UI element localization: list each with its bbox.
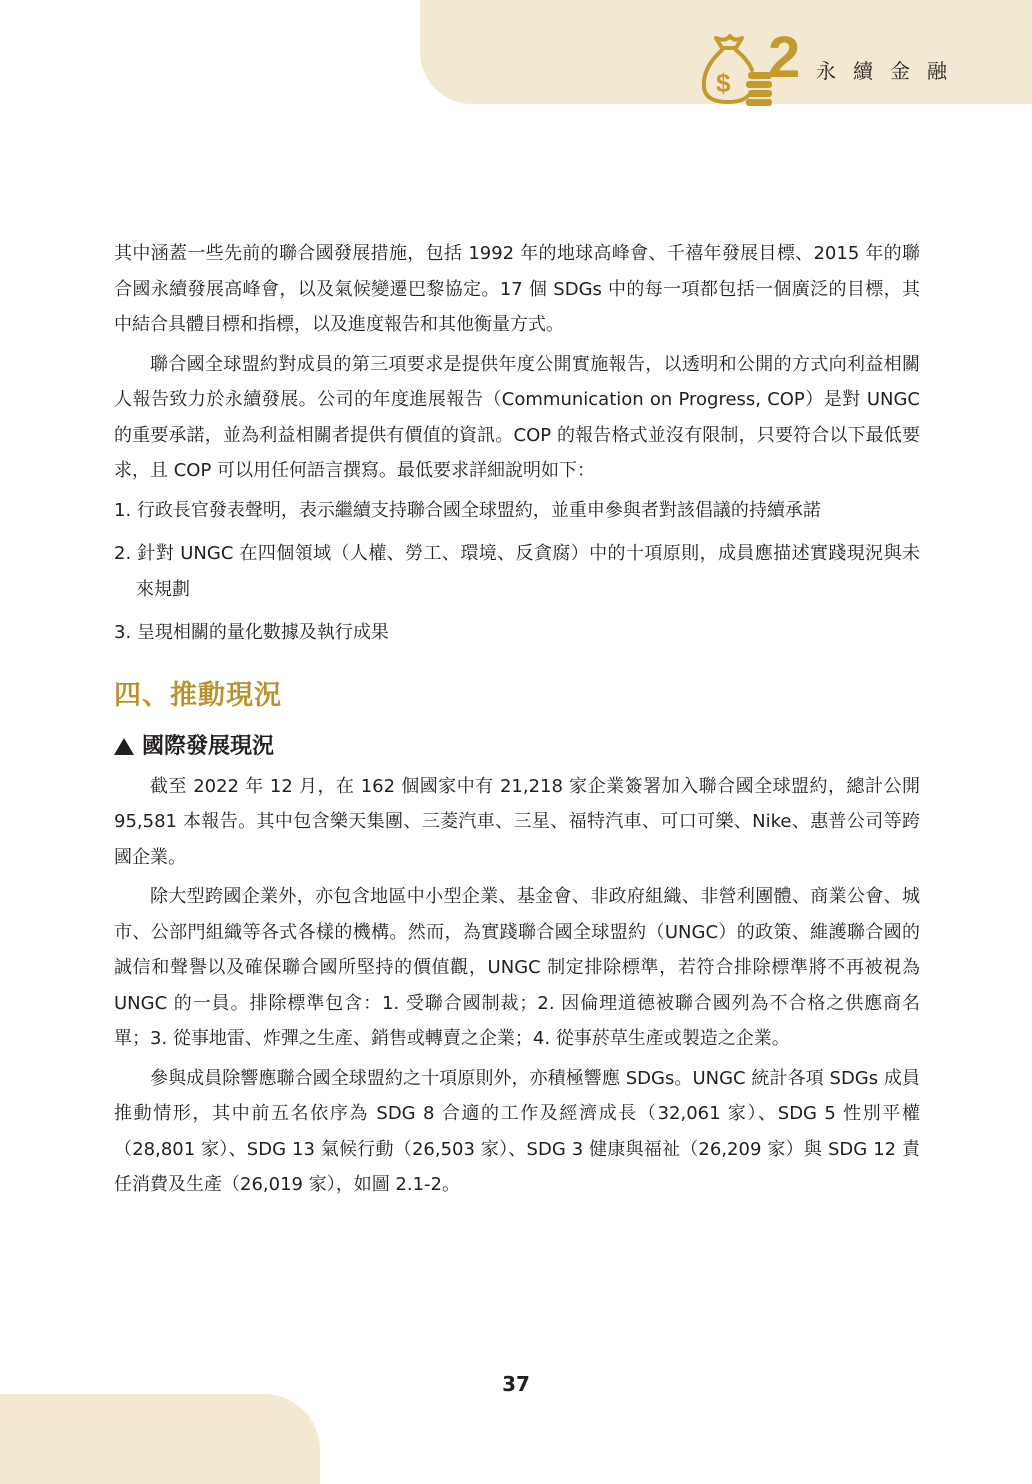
svg-text:$: $ <box>716 68 731 98</box>
subsection-heading-text: 國際發展現況 <box>142 733 275 759</box>
paragraph-intro-2: 聯合國全球盟約對成員的第三項要求是提供年度公開實施報告，以透明和公開的方式向利益相關人報告致力於永續發展。公司的年度進展報告（Communication on Progress, COP）是對 UNGC 的重要承諾，並為利益相關者提供有價值的資訊。COP 的報告格式並沒有限制，只要符合以下最低要求，且 COP 可以用任何語言撰寫。最低要求詳細說明如下： <box>114 353 920 481</box>
paragraph-intro-1: 其中涵蓋一些先前的聯合國發展措施，包括 1992 年的地球高峰會、千禧年發展目標、2015 年的聯合國永續發展高峰會，以及氣候變遷巴黎協定。17 個 SDGs 中的每一項都包括一個廣泛的目標，其中結合具體目標和指標，以及進度報告和其他衡量方式。 <box>114 243 920 335</box>
page-number: 37 <box>502 1372 530 1396</box>
subsection-heading <box>114 727 920 767</box>
list-item: 2. 針對 UNGC 在四個領域（人權、勞工、環境、反貪腐）中的十項原則，成員應描述實踐現況與未來規劃 <box>114 543 920 600</box>
chapter-number: 2 <box>768 25 801 90</box>
main-content <box>114 236 920 1203</box>
list-item: 3. 呈現相關的量化數據及執行成果 <box>114 622 389 643</box>
footer-tab <box>0 1394 320 1484</box>
section-heading: 四、推動現況 <box>114 679 282 711</box>
triangle-bullet-icon <box>114 738 134 755</box>
requirements-list <box>114 493 920 651</box>
list-item: 1. 行政長官發表聲明，表示繼續支持聯合國全球盟約，並重申參與者對該倡議的持續承諾 <box>114 499 821 521</box>
paragraph-status-3: 參與成員除響應聯合國全球盟約之十項原則外，亦積極響應 SDGs。UNGC 統計各項 SDGs 成員推動情形，其中前五名依序為 SDG 8 合適的工作及經濟成長（32,061 家）、SDG 5 性別平權（28,801 家）、SDG 13 氣候行動（26,503 家）、SDG 3 健康與福祉（26,209 家）與 SDG 12 責任消費及生產（26,019 家），如圖 2.1-2。 <box>114 1067 920 1195</box>
paragraph-status-1: 截至 2022 年 12 月，在 162 個國家中有 21,218 家企業簽署加入聯合國全球盟約，總計公開 95,581 本報告。其中包含樂天集團、三菱汽車、三星、福特汽車、可口可樂、Nike、惠普公司等跨國企業。 <box>114 775 920 868</box>
money-bag-coins-icon <box>696 30 776 110</box>
paragraph-status-2: 除大型跨國企業外，亦包含地區中小型企業、基金會、非政府組織、非營利團體、商業公會、城市、公部門組織等各式各樣的機構。然而，為實踐聯合國全球盟約（UNGC）的政策、維護聯合國的誠信和聲譽以及確保聯合國所堅持的價值觀，UNGC 制定排除標準，若符合排除標準將不再被視為 UNGC 的一員。排除標準包含：1. 受聯合國制裁；2. 因倫理道德被聯合國列為不合格之供應商名單；3. 從事地雷、炸彈之生產、銷售或轉賣之企業；4. 從事菸草生產或製造之企業。 <box>114 886 920 1049</box>
chapter-title: 永續金融 <box>816 59 964 83</box>
